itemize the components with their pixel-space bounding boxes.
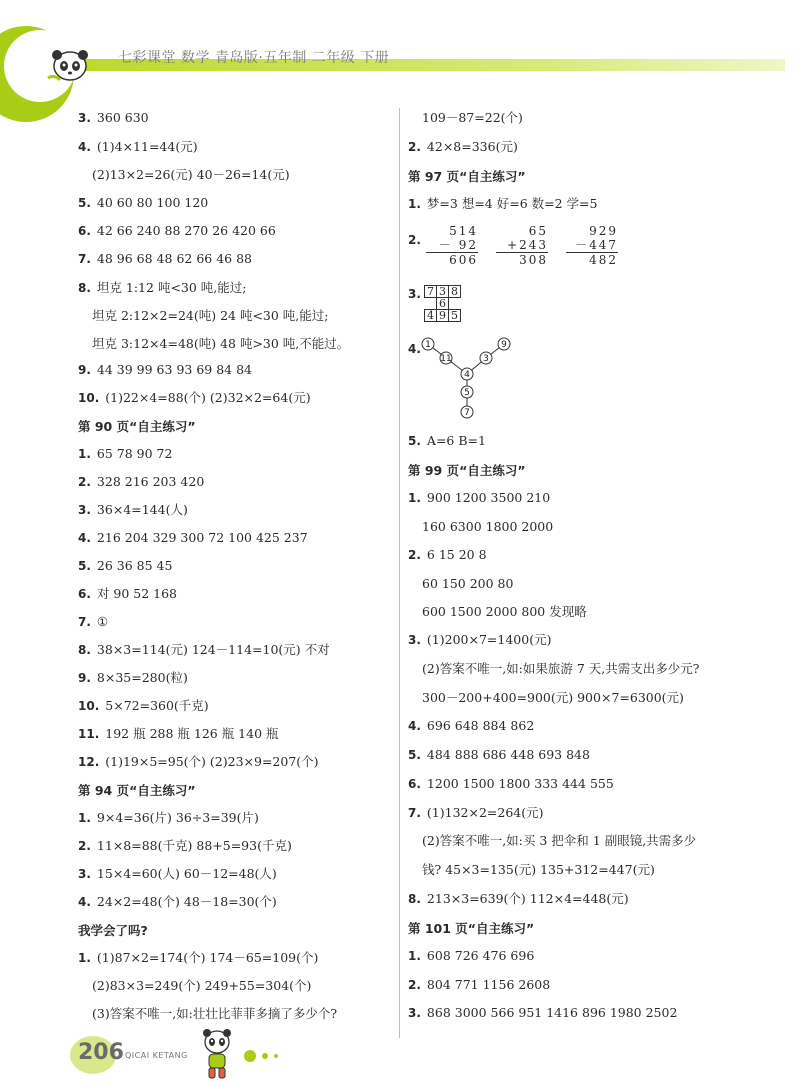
answer-line: 1. 9×4=36(片) 36÷3=39(片)	[78, 810, 259, 825]
answer-line: 2. 11×8=88(千克) 88+5=93(千克)	[78, 838, 292, 853]
answer-line: (3)答案不唯一,如:壮壮比菲菲多摘了多少个?	[92, 1006, 338, 1021]
grid-cell: 9	[437, 310, 449, 322]
answer-line: 6. 对 90 52 168	[78, 586, 178, 601]
answer-line: 钱? 45×3=135(元) 135+312=447(元)	[422, 862, 655, 877]
grid-cell: 5	[449, 310, 461, 322]
grid-cell	[449, 298, 461, 310]
section-heading: 第 97 页“自主练习”	[408, 169, 526, 184]
tree-node	[422, 338, 434, 350]
number-tree-diagram	[420, 336, 530, 424]
dot-small	[274, 1054, 278, 1058]
answer-line: 3. 36×4=144(人)	[78, 502, 188, 517]
answer-line: 600 1500 2000 800 发现略	[422, 604, 587, 619]
grid-cell: 7	[425, 286, 437, 298]
answer-line: (2)答案不唯一,如:买 3 把伞和 1 副眼镜,共需多少	[422, 833, 697, 848]
answer-line: 5. 484 888 686 448 693 848	[408, 747, 590, 762]
answer-line: 3. 868 3000 566 951 1416 896 1980 2502	[408, 1005, 678, 1020]
vertical-arithmetic: 514 － 92 606	[426, 224, 478, 267]
answer-line: 1. 梦=3 想=4 好=6 数=2 学=5	[408, 196, 598, 211]
grid-cell: 3	[437, 286, 449, 298]
header-title: 七彩课堂 数学 青岛版·五年制 二年级 下册	[118, 50, 390, 66]
tree-node	[480, 352, 492, 364]
answer-line: 10. 5×72=360(千克)	[78, 698, 209, 713]
grid-cell	[425, 298, 437, 310]
answer-line: 8. 213×3=639(个) 112×4=448(元)	[408, 891, 629, 906]
answer-line: 3. (1)200×7=1400(元)	[408, 632, 552, 647]
footer-brand: QICAI KETANG	[125, 1051, 188, 1060]
section-heading: 第 94 页“自主练习”	[78, 783, 196, 798]
page-header	[0, 0, 800, 110]
answer-line: 7. ①	[78, 614, 109, 629]
answer-line: 12. (1)19×5=95(个) (2)23×9=207(个)	[78, 754, 319, 769]
answer-line: 2. 6 15 20 8	[408, 547, 487, 562]
answer-line: 4. 24×2=48(个) 48－18=30(个)	[78, 894, 277, 909]
vertical-arithmetic: 929 －447 482	[566, 224, 618, 267]
answer-line: 4.	[408, 342, 421, 356]
tree-node	[498, 338, 510, 350]
answer-line: 5. 40 60 80 100 120	[78, 195, 209, 210]
answer-line: 6. 1200 1500 1800 333 444 555	[408, 776, 614, 791]
answer-line: 1. 608 726 476 696	[408, 948, 535, 963]
answer-line: 2. 804 771 1156 2608	[408, 977, 551, 992]
tree-node	[461, 406, 473, 418]
svg-text:4: 4	[464, 370, 470, 380]
answer-line: 300－200+400=900(元) 900×7=6300(元)	[422, 690, 684, 705]
answer-line: 4. 696 648 884 862	[408, 718, 535, 733]
tree-node	[440, 352, 452, 364]
answer-line: 5. A=6 B=1	[408, 433, 486, 448]
answer-line: 1. 900 1200 3500 210	[408, 490, 551, 505]
answer-line: 坦克 2:12×2=24(吨) 24 吨<30 吨,能过;	[92, 308, 329, 323]
answer-line: 160 6300 1800 2000	[422, 519, 554, 534]
svg-text:11: 11	[440, 354, 452, 364]
panda-mascot-icon	[40, 36, 98, 96]
column-divider	[399, 108, 400, 1038]
answer-line: 3. 360 630	[78, 110, 149, 125]
answer-line: 7. (1)132×2=264(元)	[408, 805, 544, 820]
svg-text:9: 9	[501, 340, 507, 350]
answer-line: 坦克 3:12×4=48(吨) 48 吨>30 吨,不能过。	[92, 336, 350, 351]
section-heading: 第 101 页“自主练习”	[408, 921, 535, 936]
svg-text:5: 5	[464, 388, 470, 398]
number-grid	[424, 285, 461, 322]
answer-line: (2)答案不唯一,如:如果旅游 7 天,共需支出多少元?	[422, 661, 700, 676]
answer-line: 11. 192 瓶 288 瓶 126 瓶 140 瓶	[78, 726, 279, 741]
answer-line: 1. 65 78 90 72	[78, 446, 173, 461]
section-heading: 第 90 页“自主练习”	[78, 419, 196, 434]
svg-text:3: 3	[483, 354, 489, 364]
answer-line: 1. (1)87×2=174(个) 174－65=109(个)	[78, 950, 319, 965]
vertical-arithmetic: 65 +243 308	[496, 224, 548, 267]
svg-text:1: 1	[425, 340, 431, 350]
answer-line: 9. 44 39 99 63 93 69 84 84	[78, 362, 252, 377]
section-heading: 我学会了吗?	[78, 923, 148, 938]
dot-large	[244, 1050, 256, 1062]
answer-line: 4. 216 204 329 300 72 100 425 237	[78, 530, 308, 545]
answer-line: 7. 48 96 68 48 62 66 46 88	[78, 251, 252, 266]
section-heading: 第 99 页“自主练习”	[408, 463, 526, 478]
grid-cell: 4	[425, 310, 437, 322]
tree-node	[461, 386, 473, 398]
tree-node	[461, 368, 473, 380]
answer-line: 4. (1)4×11=44(元)	[78, 139, 198, 154]
panda-mascot-icon	[196, 1026, 238, 1082]
answer-line: 60 150 200 80	[422, 576, 514, 591]
grid-cell: 8	[449, 286, 461, 298]
page-number: 206	[78, 1040, 124, 1065]
answer-line: 6. 42 66 240 88 270 26 420 66	[78, 223, 276, 238]
dot-medium	[262, 1053, 268, 1059]
answer-line: 2. 328 216 203 420	[78, 474, 205, 489]
answer-line: (2)13×2=26(元) 40－26=14(元)	[92, 167, 290, 182]
svg-text:7: 7	[464, 408, 470, 418]
answer-line: 2. 42×8=336(元)	[408, 139, 518, 154]
answer-line: 8. 38×3=114(元) 124－114=10(元) 不对	[78, 642, 330, 657]
answer-line: 10. (1)22×4=88(个) (2)32×2=64(元)	[78, 390, 311, 405]
grid-cell: 6	[437, 298, 449, 310]
answer-line: 2.	[408, 233, 421, 247]
answer-line: 3. 15×4=60(人) 60－12=48(人)	[78, 866, 277, 881]
answer-line: 5. 26 36 85 45	[78, 558, 173, 573]
answer-line: 3.	[408, 287, 421, 301]
answer-line: 8. 坦克 1:12 吨<30 吨,能过;	[78, 280, 247, 295]
answer-line: 9. 8×35=280(粒)	[78, 670, 188, 685]
answer-line: 109－87=22(个)	[422, 110, 523, 125]
answer-line: (2)83×3=249(个) 249+55=304(个)	[92, 978, 312, 993]
